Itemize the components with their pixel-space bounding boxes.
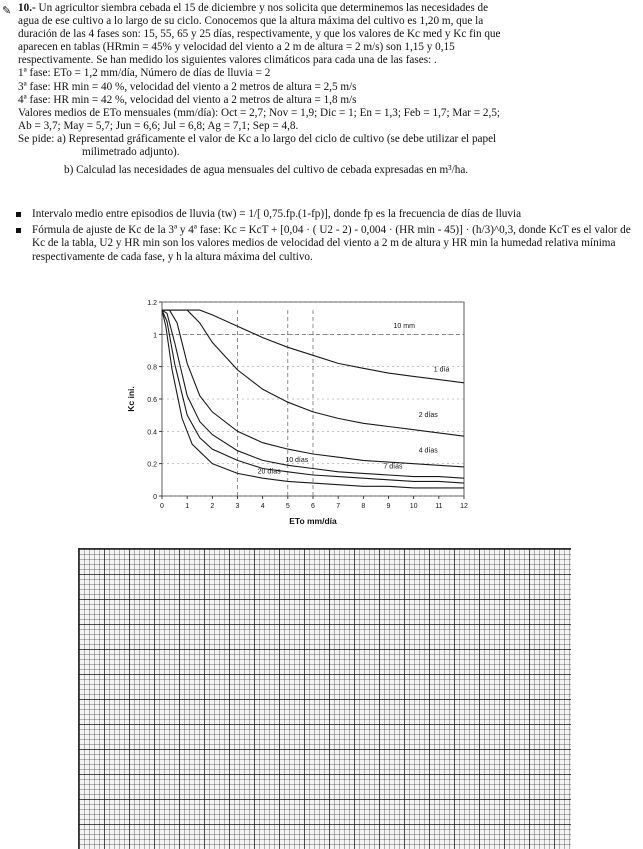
phase-1-data: 1ª fase: ETo = 1,2 mm/día, Número de días de lluvia = 2 xyxy=(18,67,271,80)
curve-label: 20 días xyxy=(257,468,281,476)
curve-label: 2 días xyxy=(418,411,438,419)
problem-line-1: 10.- Un agricultor siembra cebada el 15 de diciembre y nos solicita que determinemos las necesidades de xyxy=(18,2,489,14)
margin-mark: ✎ xyxy=(2,5,12,17)
x-tick-label: 7 xyxy=(336,503,341,510)
problem-line-5: respectivamente. Se han medido los siguientes valores climáticos para cada una de las fases: . xyxy=(18,54,437,67)
x-tick-label: 4 xyxy=(260,503,265,510)
curve-label: 10 mm xyxy=(393,322,415,330)
curve-label: 10 días xyxy=(285,457,309,465)
note-kc-formula: Fórmula de ajuste de Kc de la 3ª y 4ª fase: Kc = KcT + [0,04 · ( U2 - 2) - 0,004 · (HR min - 45)] · (h/3)^0,3, donde KcT es el valor de Kc de la tabla, U2 y HR min son los valores medios de velocidad del viento a 2 m de altura y HR min la humedad relativa mínima respectivamente de cada fase, y h la altura máxima del cultivo. xyxy=(16,224,636,265)
bullet-icon xyxy=(16,228,21,233)
x-tick-label: 9 xyxy=(386,503,391,510)
y-tick-label: 0.4 xyxy=(147,429,157,437)
x-tick-label: 5 xyxy=(285,503,290,510)
problem-line-4: aparecen en tablas (HRmin = 45% y velocidad del viento a 2 m de altura = 2 m/s) son 1,15 y 0,15 xyxy=(18,41,455,54)
x-tick-label: 3 xyxy=(235,503,240,510)
x-tick-label: 6 xyxy=(311,503,315,510)
bullet-icon xyxy=(16,212,21,217)
question-a: Se pide: a) Representad gráficamente el valor de Kc a lo largo del ciclo de cultivo (se debe utilizar el papel xyxy=(18,132,497,145)
x-axis-label: ETo mm/día xyxy=(289,516,337,526)
note-rain-interval: Intervalo medio entre episodios de lluvia (tw) = 1/[ 0,75.fp.(1-fp)], donde fp es la frecuencia de días de lluvia xyxy=(16,208,636,222)
kc-ini-chart xyxy=(120,296,480,530)
x-tick-label: 1 xyxy=(185,503,190,510)
x-tick-label: 12 xyxy=(460,503,468,510)
y-tick-label: 0.2 xyxy=(147,461,157,469)
y-tick-label: 0 xyxy=(153,494,157,501)
phase-3-data: 3ª fase: HR min = 40 %, velocidad del viento a 2 metros de altura = 2,5 m/s xyxy=(18,80,357,93)
problem-statement xyxy=(18,2,618,177)
y-tick-label: 1.2 xyxy=(147,300,157,307)
question-b: b) Calculad las necesidades de agua mensuales del cultivo de cebada expresadas en m³/ha. xyxy=(64,164,469,177)
curve-label: 4 días xyxy=(418,447,438,455)
problem-line-3: duración de las 4 fases son: 15, 55, 65 y 25 días, respectivamente, y que los valores de Kc med y Kc fin que xyxy=(18,28,501,41)
curve-label: 7 días xyxy=(383,463,403,471)
x-tick-label: 10 xyxy=(409,503,418,510)
problem-number: 10.- xyxy=(18,2,36,14)
problem-line-2: agua de ese cultivo a lo largo de su ciclo. Conocemos que la altura máxima del cultivo es 1,20 m, que la xyxy=(18,15,484,28)
y-axis-label: Kc ini. xyxy=(126,386,136,412)
notes-list xyxy=(16,208,636,264)
graph-paper xyxy=(78,548,571,849)
y-tick-label: 1 xyxy=(153,332,157,340)
phase-4-data: 4ª fase: HR min = 42 %, velocidad del viento a 2 metros de altura = 1,8 m/s xyxy=(18,93,357,106)
question-a-cont: milimetrado adjunto). xyxy=(82,146,180,159)
x-tick-label: 2 xyxy=(210,503,215,510)
y-tick-label: 0.6 xyxy=(147,397,157,404)
x-tick-label: 11 xyxy=(435,503,443,510)
eto-monthly-line-2: Ab = 3,7; May = 5,7; Jun = 6,6; Jul = 6,8; Ag = 7,1; Sep = 4,8. xyxy=(18,119,299,132)
eto-monthly-line-1: Valores medios de ETo mensuales (mm/día): Oct = 2,7; Nov = 1,9; Dic = 1; En = 1,3; Feb = 1,7; Mar = 2,5; xyxy=(18,106,501,119)
x-tick-label: 0 xyxy=(160,503,164,510)
curve-label: 1 día xyxy=(433,366,450,374)
y-tick-label: 0.8 xyxy=(147,364,157,372)
x-tick-label: 8 xyxy=(361,503,366,510)
